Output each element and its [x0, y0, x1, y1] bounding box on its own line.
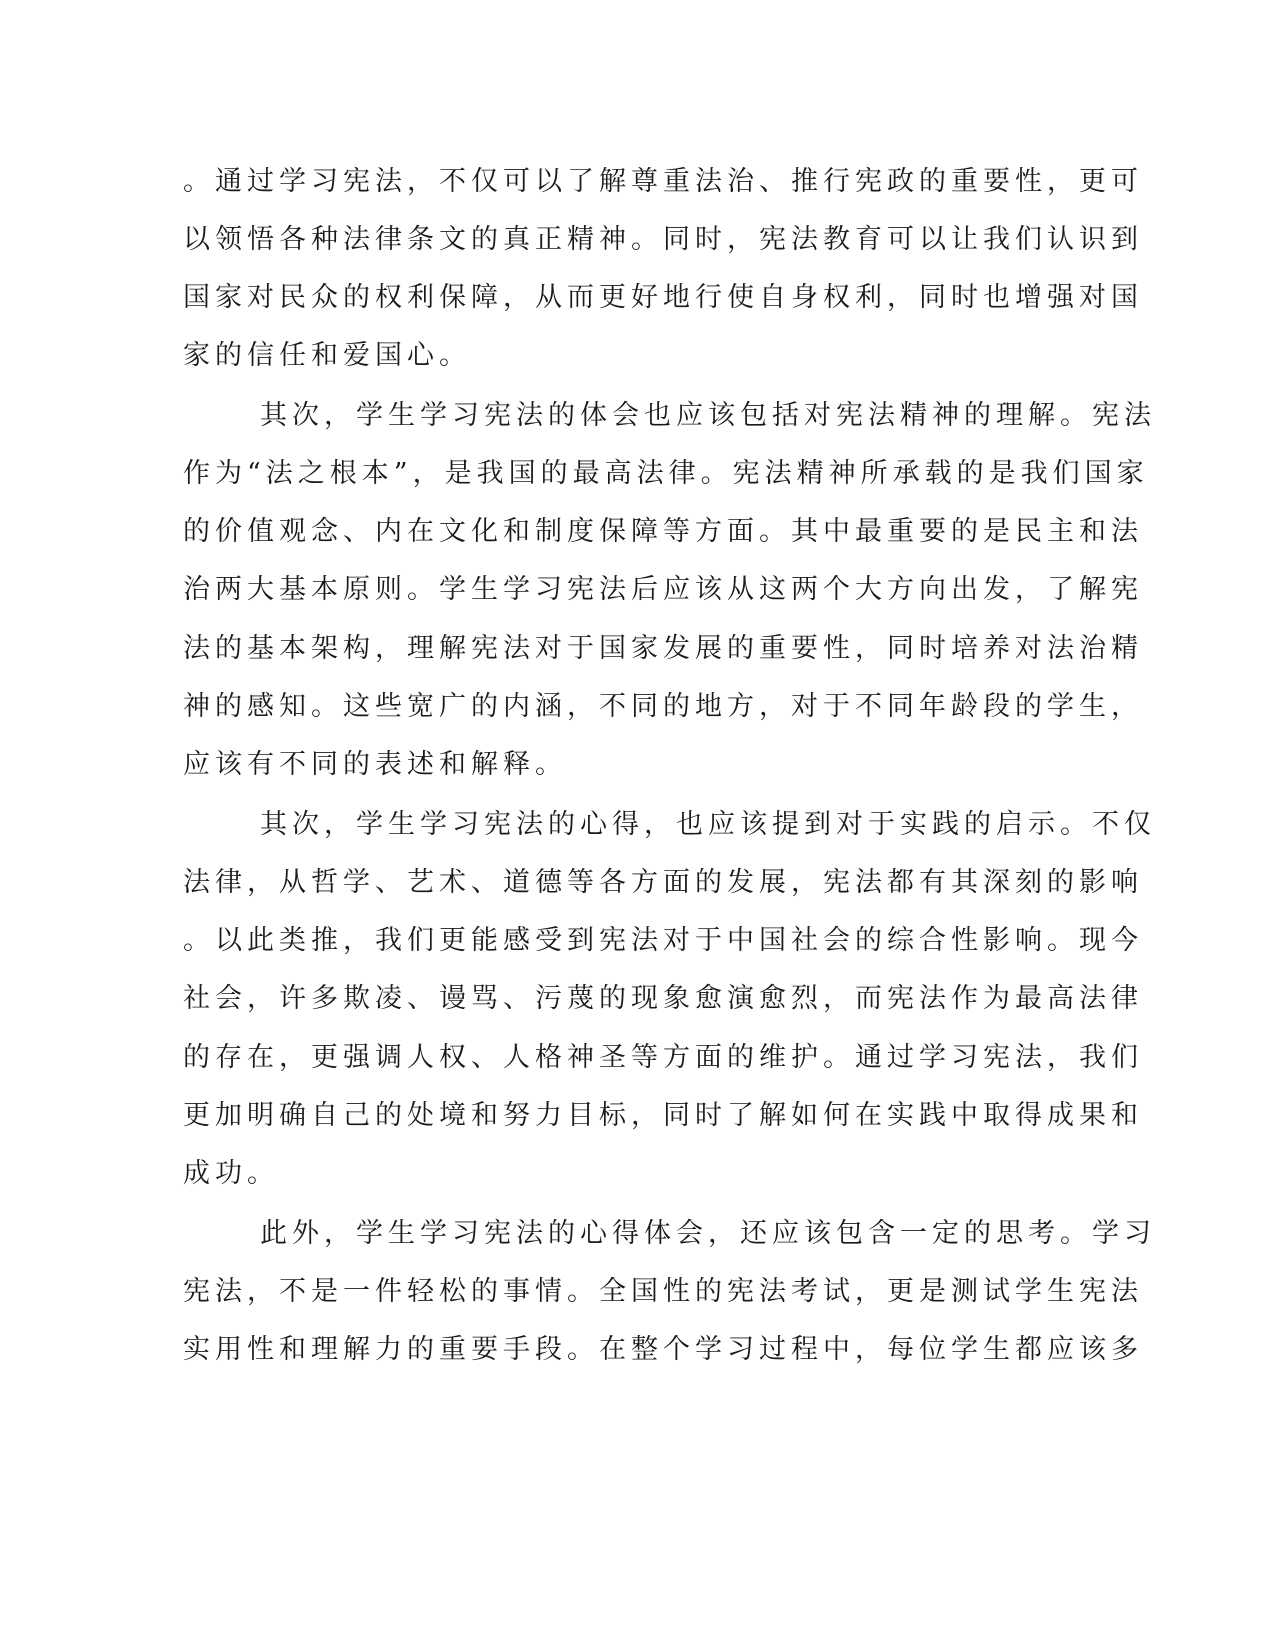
text-line: 国家对民众的权利保障，从而更好地行使自身权利，同时也增强对国	[183, 282, 1143, 313]
text-line: 法律，从哲学、艺术、道德等各方面的发展，宪法都有其深刻的影响	[183, 867, 1143, 898]
text-line: 神的感知。这些宽广的内涵，不同的地方，对于不同年龄段的学生，	[183, 691, 1143, 722]
text-line: 的存在，更强调人权、人格神圣等方面的维护。通过学习宪法，我们	[183, 1042, 1143, 1073]
text-line: 。通过学习宪法，不仅可以了解尊重法治、推行宪政的重要性，更可	[183, 166, 1143, 197]
text-line: 更加明确自己的处境和努力目标，同时了解如何在实践中取得成果和	[183, 1100, 1143, 1131]
text-line: 宪法，不是一件轻松的事情。全国性的宪法考试，更是测试学生宪法	[183, 1276, 1143, 1307]
paragraph-first-line: 此外，学生学习宪法的心得体会，还应该包含一定的思考。学习	[260, 1218, 1156, 1249]
text-line: 治两大基本原则。学生学习宪法后应该从这两个大方向出发，了解宪	[183, 574, 1143, 605]
paragraph-first-line: 其次，学生学习宪法的心得，也应该提到对于实践的启示。不仅	[260, 809, 1156, 840]
text-line: 法的基本架构，理解宪法对于国家发展的重要性，同时培养对法治精	[183, 633, 1143, 664]
text-line: 的价值观念、内在文化和制度保障等方面。其中最重要的是民主和法	[183, 516, 1143, 547]
paragraph-first-line: 其次，学生学习宪法的体会也应该包括对宪法精神的理解。宪法	[260, 400, 1156, 431]
text-line: 。以此类推，我们更能感受到宪法对于中国社会的综合性影响。现今	[183, 925, 1143, 956]
text-line: 成功。	[183, 1158, 279, 1189]
text-line: 家的信任和爱国心。	[183, 340, 471, 371]
text-line: 实用性和理解力的重要手段。在整个学习过程中，每位学生都应该多	[183, 1334, 1143, 1365]
text-line: 作为“法之根本”，是我国的最高法律。宪法精神所承载的是我们国家	[183, 458, 1149, 489]
text-line: 社会，许多欺凌、谩骂、污蔑的现象愈演愈烈，而宪法作为最高法律	[183, 983, 1143, 1014]
text-line: 应该有不同的表述和解释。	[183, 749, 567, 780]
text-line: 以领悟各种法律条文的真正精神。同时，宪法教育可以让我们认识到	[183, 224, 1143, 255]
